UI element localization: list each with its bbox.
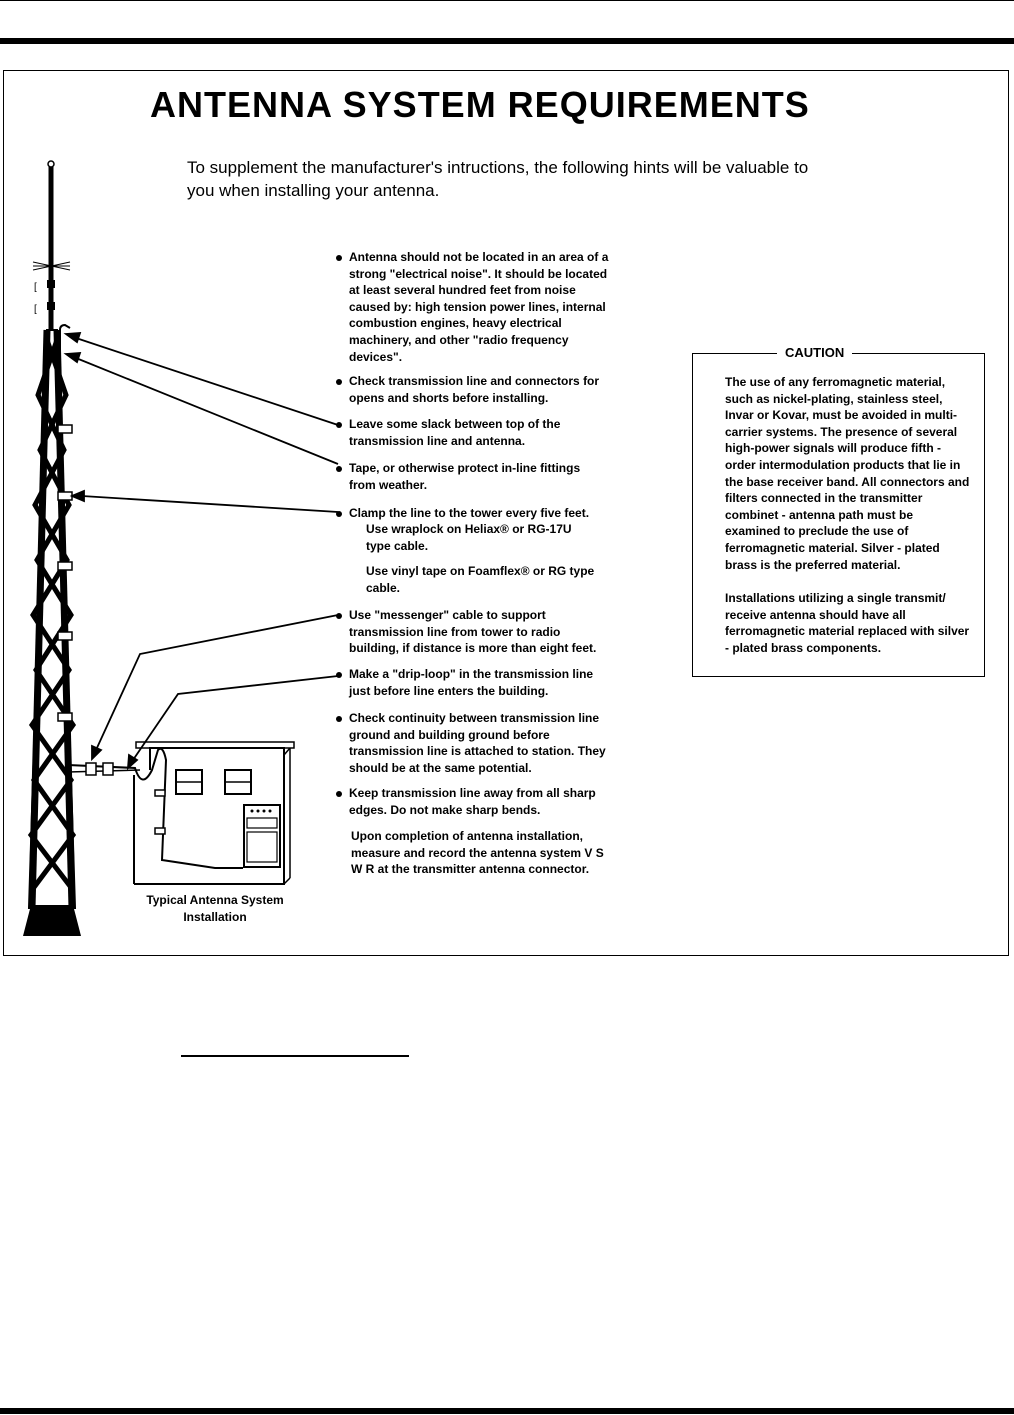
antenna-insulator	[47, 302, 55, 310]
caution-paragraph: The use of any ferromagnetic material, such as nickel-plating, stainless steel, Invar or Kovar, must be avoided in multi-carrier systems. The presence of several high-power signals will produce fifth - order intermodulation products that lie in the base receiver band. All connectors and filters connected in the transmitter combinet - antenna path must be examined to preclude the use of ferromagnetic material. Silver - plated brass is the preferred material.	[725, 375, 970, 572]
bullet-icon	[336, 422, 342, 428]
figure-caption: Typical Antenna System Installation	[146, 893, 284, 924]
page-title: ANTENNA SYSTEM REQUIREMENTS	[150, 84, 810, 125]
caution-text	[725, 374, 970, 657]
intro-text: To supplement the manufacturer's intructions, the following hints will be valuable to you when installing your antenna.	[187, 158, 809, 200]
leader-lines	[66, 333, 338, 768]
bullet-icon	[336, 672, 342, 678]
antenna-insulator	[47, 280, 55, 288]
caution-box	[692, 345, 985, 677]
bullet-icon	[336, 255, 342, 261]
footer-rule	[0, 1408, 1014, 1414]
bullet-icon	[336, 511, 342, 517]
bullet-icon	[336, 379, 342, 385]
clamp-note-foamflex: Use vinyl tape on Foamflex® or RG type cable.	[366, 564, 595, 595]
svg-text:[: [	[34, 304, 37, 315]
bullet-icon	[336, 716, 342, 722]
tower-base	[23, 905, 81, 936]
transmitter-cabinet	[244, 805, 280, 867]
tower-lattice	[29, 325, 75, 908]
caution-heading: CAUTION	[777, 345, 852, 360]
bullet-icon	[336, 791, 342, 797]
bullet-icon	[336, 613, 342, 619]
svg-text:[: [	[34, 282, 37, 293]
clamp-note-heliax: Use wraplock on Heliax® or RG-17U type cable.	[366, 522, 572, 553]
caution-paragraph: Installations utilizing a single transmit/ receive antenna should have all ferromagnetic material replaced with silver - plated brass components.	[725, 591, 970, 655]
section-rule	[181, 1055, 409, 1057]
antenna-tip	[48, 161, 54, 167]
completion-note: Upon completion of antenna installation, measure and record the antenna system V S W R at the transmitter antenna connector.	[351, 829, 604, 877]
bullet-icon	[336, 466, 342, 472]
